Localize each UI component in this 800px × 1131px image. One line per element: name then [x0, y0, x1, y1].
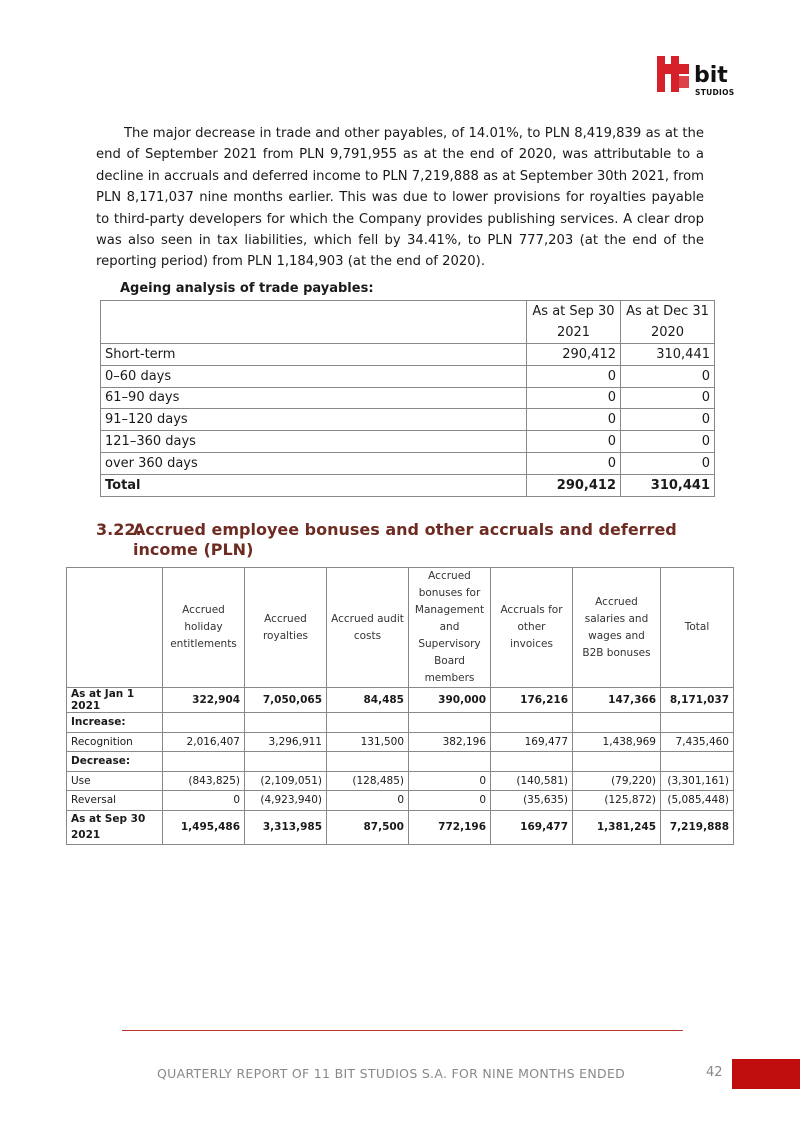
ageing-table — [100, 300, 715, 497]
logo-sub: STUDIOS — [695, 88, 735, 97]
header-blank — [101, 301, 527, 344]
table-header-row — [101, 301, 715, 344]
intro-paragraph: The major decrease in trade and other payables, of 14.01%, to PLN 8,419,839 as at the end of September 2021 from PLN 9,791,955 as at the end of 2020, was attributable to a decline in accruals and deferred income to PLN 7,219,888 as at September 30th 2021, from PLN 8,171,037 nine months earlier. This was due to lower provisions for royalties payable to third-party developers for which the Company provides publishing services. A clear drop was also seen in tax liabilities, which fell by 34.41%, to PLN 777,203 (at the end of the reporting period) from PLN 1,184,903 (at the end of 2020). — [96, 126, 704, 270]
accruals-table — [66, 567, 734, 845]
table-row: Recognition 2,016,407 3,296,911 131,500 382,196 169,477 1,438,969 7,435,460 — [67, 732, 734, 752]
table-row: 61–90 days 0 0 — [101, 387, 715, 409]
footer-text: QUARTERLY REPORT OF 11 BIT STUDIOS S.A. FOR NINE MONTHS ENDED — [157, 1066, 626, 1081]
table-row: Decrease: — [67, 752, 734, 772]
11-bit-studios-logo — [655, 52, 735, 98]
table-row: 0–60 days 0 0 — [101, 365, 715, 387]
table-row: Use (843,825) (2,109,051) (128,485) 0 (140,581) (79,220) (3,301,161) — [67, 771, 734, 791]
table-row: over 360 days 0 0 — [101, 452, 715, 474]
table-row: As at Jan 1 2021 322,904 7,050,065 84,485 390,000 176,216 147,366 8,171,037 — [67, 688, 734, 713]
table-header-row: Accrued holiday entitlements Accrued royalties Accrued audit costs Accrued bonuses for Management and Supervisory Board members Accruals for other invoices Accrued salaries and wages and B2B bonuses Total — [67, 568, 734, 688]
header-dec-2020: As at Dec 31 2020 — [621, 301, 715, 344]
table-row: Reversal 0 (4,923,940) 0 0 (35,635) (125,872) (5,085,448) — [67, 791, 734, 811]
table-row: Short-term 290,412 310,441 — [101, 344, 715, 366]
table-total-row: Total 290,412 310,441 — [101, 474, 715, 496]
logo-word: bit — [694, 63, 728, 88]
section-heading: 3.22.Accrued employee bonuses and other accruals and deferred income (PLN) — [96, 520, 677, 559]
table-row: 91–120 days 0 0 — [101, 409, 715, 431]
table-row: As at Sep 30 2021 1,495,486 3,313,985 87,500 772,196 169,477 1,381,245 7,219,888 — [67, 810, 734, 844]
ageing-title: Ageing analysis of trade payables: — [120, 281, 374, 296]
footer-divider — [122, 1030, 683, 1031]
header-sep-2021: As at Sep 30 2021 — [527, 301, 621, 344]
page-number: 42 — [706, 1065, 723, 1080]
footer-accent-box — [732, 1059, 800, 1089]
table-row: 121–360 days 0 0 — [101, 431, 715, 453]
table-row: Increase: — [67, 713, 734, 733]
